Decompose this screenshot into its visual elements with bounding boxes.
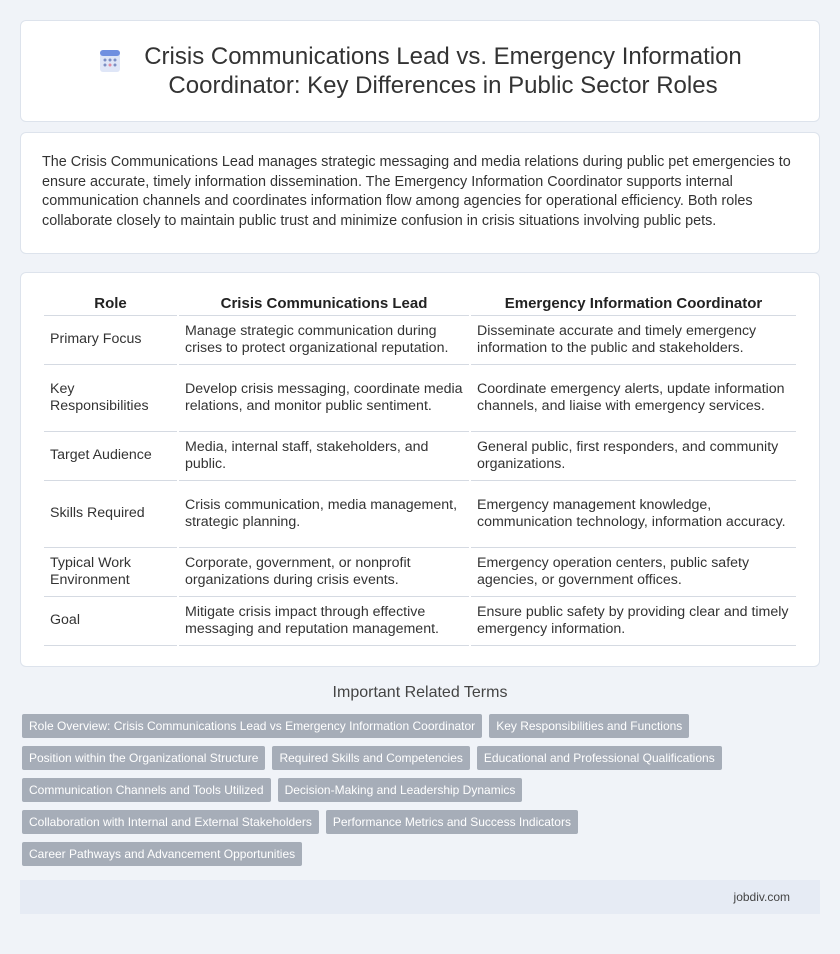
column-header-crisis-lead: Crisis Communications Lead	[179, 285, 469, 316]
crisis-lead-cell: Media, internal staff, stakeholders, and public.	[179, 432, 469, 481]
row-label: Key Responsibilities	[44, 365, 177, 432]
info-coordinator-cell: Ensure public safety by providing clear and timely emergency information.	[471, 597, 796, 646]
comparison-table-card	[20, 272, 820, 667]
related-terms-tags	[22, 714, 818, 866]
related-term-tag[interactable]: Educational and Professional Qualifications	[477, 746, 722, 770]
related-terms-title: Important Related Terms	[332, 684, 508, 701]
related-term-tag[interactable]: Role Overview: Crisis Communications Lead vs Emergency Information Coordinator	[22, 714, 482, 738]
info-coordinator-cell: Emergency management knowledge, communication technology, information accuracy.	[471, 481, 796, 548]
related-terms-section	[0, 684, 840, 866]
table-row	[44, 597, 796, 646]
row-label: Goal	[44, 597, 177, 646]
table-row	[44, 316, 796, 365]
table-row	[44, 432, 796, 481]
table-header-row	[44, 285, 796, 316]
row-label: Primary Focus	[44, 316, 177, 365]
info-coordinator-cell: Disseminate accurate and timely emergency information to the public and stakeholders.	[471, 316, 796, 365]
crisis-lead-cell: Mitigate crisis impact through effective messaging and reputation management.	[179, 597, 469, 646]
table-row	[44, 365, 796, 432]
page-title: Crisis Communications Lead vs. Emergency Information Coordinator: Key Differences in Public Sector Roles	[144, 43, 742, 99]
related-term-tag[interactable]: Required Skills and Competencies	[272, 746, 469, 770]
crisis-lead-cell: Corporate, government, or nonprofit organizations during crisis events.	[179, 548, 469, 597]
info-coordinator-cell: Emergency operation centers, public safety agencies, or government offices.	[471, 548, 796, 597]
related-term-tag[interactable]: Position within the Organizational Structure	[22, 746, 265, 770]
row-label: Skills Required	[44, 481, 177, 548]
comparison-table	[42, 285, 798, 646]
table-row	[44, 481, 796, 548]
crisis-lead-cell: Crisis communication, media management, strategic planning.	[179, 481, 469, 548]
document-icon	[97, 48, 123, 74]
related-term-tag[interactable]: Collaboration with Internal and External Stakeholders	[22, 810, 319, 834]
table-row	[44, 548, 796, 597]
info-coordinator-cell: General public, first responders, and community organizations.	[471, 432, 796, 481]
crisis-lead-cell: Manage strategic communication during crises to protect organizational reputation.	[179, 316, 469, 365]
title-wrap	[97, 42, 743, 100]
crisis-lead-cell: Develop crisis messaging, coordinate media relations, and monitor public sentiment.	[179, 365, 469, 432]
related-term-tag[interactable]: Career Pathways and Advancement Opportunities	[22, 842, 302, 866]
column-header-info-coordinator: Emergency Information Coordinator	[471, 285, 796, 316]
footer-site-link[interactable]: jobdiv.com	[733, 890, 790, 904]
related-term-tag[interactable]: Performance Metrics and Success Indicators	[326, 810, 578, 834]
info-coordinator-cell: Coordinate emergency alerts, update information channels, and liaise with emergency services.	[471, 365, 796, 432]
related-term-tag[interactable]: Communication Channels and Tools Utilized	[22, 778, 271, 802]
row-label: Target Audience	[44, 432, 177, 481]
header-card	[20, 20, 820, 122]
related-term-tag[interactable]: Key Responsibilities and Functions	[489, 714, 689, 738]
column-header-role: Role	[44, 285, 177, 316]
intro-card	[20, 132, 820, 254]
related-term-tag[interactable]: Decision-Making and Leadership Dynamics	[278, 778, 523, 802]
row-label: Typical Work Environment	[44, 548, 177, 597]
footer	[20, 880, 820, 914]
intro-paragraph: The Crisis Communications Lead manages strategic messaging and media relations during public pet emergencies to ensure accurate, timely information dissemination. The Emergency Information Coordinator supports internal communication channels and coordinates information flow among agencies for operational efficiency. Both roles collaborate closely to maintain public trust and minimize confusion in crisis situations involving public pets.	[42, 154, 791, 229]
